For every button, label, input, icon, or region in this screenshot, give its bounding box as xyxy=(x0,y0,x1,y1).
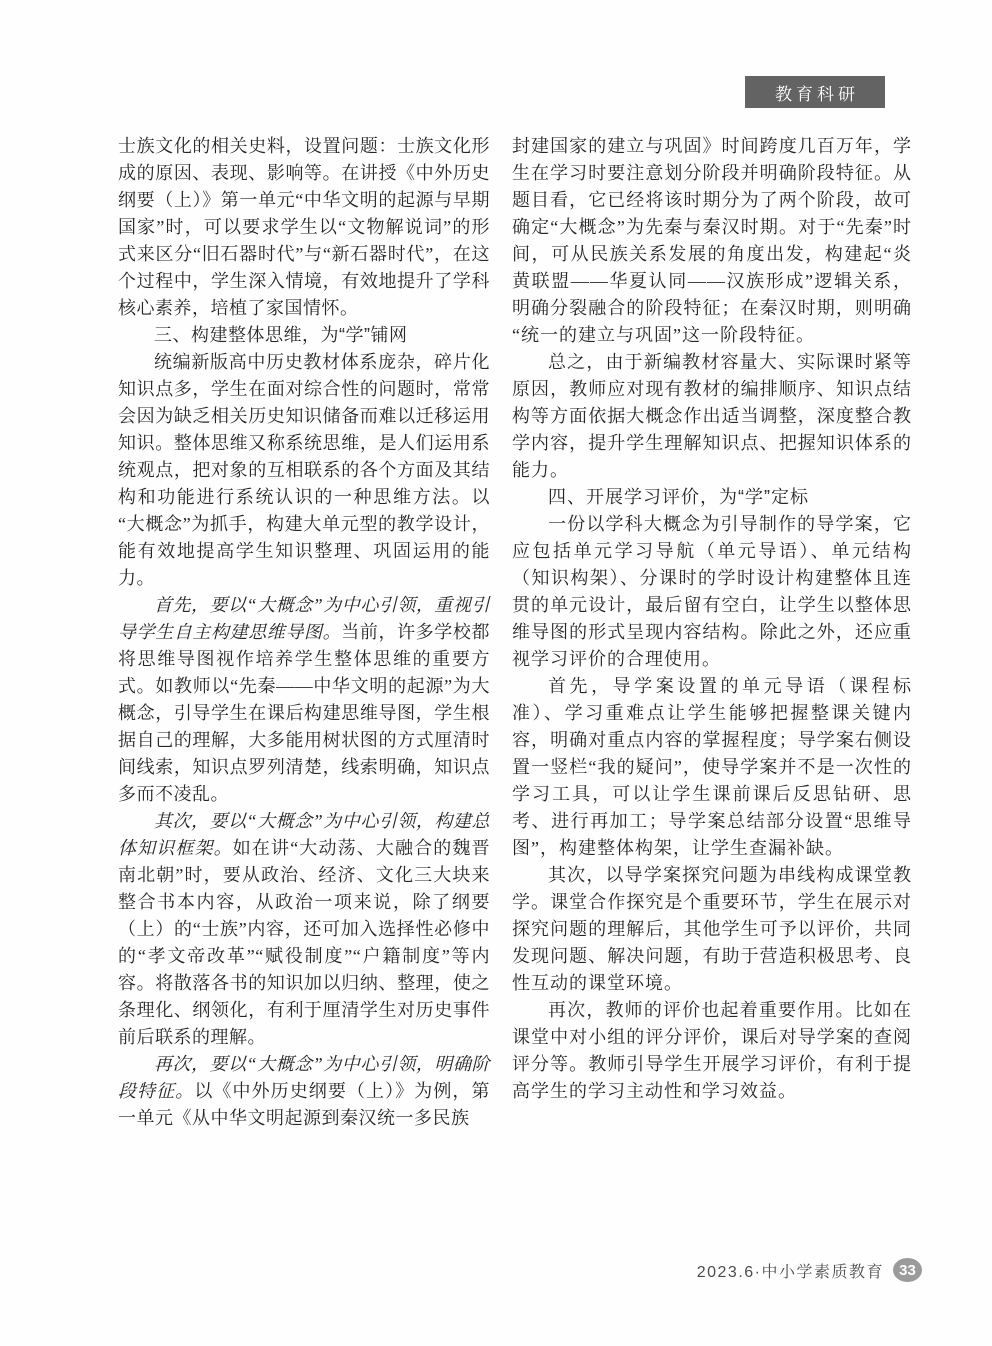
paragraph: 总之，由于新编教材容量大、实际课时紧等原因，教师应对现有教材的编排顺序、知识点结构等方面依据大概念作出适当调整，深度整合教学内容，提升学生理解知识点、把握知识体系的能力。 xyxy=(512,352,912,480)
section-heading: 三、构建整体思维，为“学”铺网 xyxy=(154,325,408,345)
paragraph: 统编新版高中历史教材体系庞杂，碎片化知识点多，学生在面对综合性的问题时，常常会因为缺乏相关历史知识储备而难以迁移运用知识。整体思维又称系统思维，是人们运用系统观点，把对象的互相联系的各个方面及其结构和功能进行系统认识的一种思维方法。以“大概念”为抓手，构建大单元型的教学设计，能有效地提高学生知识整理、巩固运用的能力。 xyxy=(118,352,490,588)
paragraph: 再次，要以“大概念”为中心引领，明确阶段特征。以《中外历史纲要（上）》为例，第一单元《从中华文明起源到秦汉统一多民族 xyxy=(118,1054,491,1128)
text-column-left xyxy=(118,133,490,1132)
paragraph: 再次，教师的评价也起着重要作用。比如在课堂中对小组的评分评价，课后对导学案的查阅评分等。教师引导学生开展学习评价，有利于提高学生的学习主动性和学习效益。 xyxy=(512,1000,912,1101)
page-footer xyxy=(697,1258,922,1282)
page-number-badge: 33 xyxy=(893,1258,922,1282)
paragraph: 其次，要以“大概念”为中心引领，构建总体知识框架。如在讲“大动荡、大融合的魏晋南北朝”时，要从政治、经济、文化三大块来整合书本内容，从政治一项来说，除了纲要（上）的“士族”内容，还可加入选择性必修中的“孝文帝改革”“赋役制度”“户籍制度”等内容。将散落各书的知识加以归纳、整理，使之条理化、纲领化，有利于厘清学生对历史事件前后联系的理解。 xyxy=(118,811,490,1047)
section-heading: 四、开展学习评价，为“学”定标 xyxy=(548,487,809,507)
paragraph: 封建国家的建立与巩固》时间跨度几百万年，学生在学习时要注意划分阶段并明确阶段特征。从题目看，它已经将该时期分为了两个阶段，故可确定“大概念”为先秦与秦汉时期。对于“先秦”时间，可从民族关系发展的角度出发，构建起“炎黄联盟——华夏认同——汉族形成”逻辑关系，明确分裂融合的阶段特征；在秦汉时期，则明确“统一的建立与巩固”这一阶段特征。 xyxy=(512,136,912,345)
paragraph: 首先，要以“大概念”为中心引领，重视引导学生自主构建思维导图。当前，许多学校都将思维导图视作培养学生整体思维的重要方式。如教师以“先秦——中华文明的起源”为大概念，引导学生在课后构建思维导图，学生根据自己的理解，大多能用树状图的方式厘清时间线索，知识点罗列清楚，线索明确，知识点多而不凌乱。 xyxy=(118,595,491,804)
emphasis-lead-text: 再次，要以“大概念”为中心引领，明确阶段特征。 xyxy=(118,1054,490,1101)
paragraph: 士族文化的相关史料，设置问题：士族文化形成的原因、表现、影响等。在讲授《中外历史纲要（上）》第一单元“中华文明的起源与早期国家”时，可以要求学生以“文物解说词”的形式来区分“旧石器时代”与“新石器时代”，在这个过程中，学生深入情境，有效地提升了学科核心素养，培植了家国情怀。 xyxy=(118,136,490,318)
paragraph: 一份以学科大概念为引导制作的导学案，它应包括单元学习导航（单元导语）、单元结构（知识构架）、分课时的学时设计构建整体且连贯的单元设计，最后留有空白，让学生以整体思维导图的形式呈现内容结构。除此之外，还应重视学习评价的合理使用。 xyxy=(512,514,912,669)
emphasis-lead-text: 首先，要以“大概念”为中心引领，重视引导学生自主构建思维导图。 xyxy=(118,595,490,642)
paragraph: 其次，以导学案探究问题为串线构成课堂教学。课堂合作探究是个重要环节，学生在展示对探究问题的理解后，其他学生可予以评价，共同发现问题、解决问题，有助于营造积极思考、良性互动的课堂环境。 xyxy=(512,865,912,993)
text-column-right xyxy=(512,133,912,1132)
section-category-badge: 教育科研 xyxy=(745,76,885,108)
article-body xyxy=(118,133,912,1132)
emphasis-lead-text: 其次，要以“大概念”为中心引领，构建总体知识框架。 xyxy=(118,811,490,858)
paragraph: 首先，导学案设置的单元导语（课程标准）、学习重难点让学生能够把握整课关键内容，明确对重点内容的掌握程度；导学案右侧设置一竖栏“我的疑问”，使导学案并不是一次性的学习工具，可以让学生课前课后反思钻研、思考、进行再加工；导学案总结部分设置“思维导图”，构建整体构架，让学生查漏补缺。 xyxy=(512,676,912,858)
journal-issue-label: 2023.6·中小学素质教育 xyxy=(696,1263,884,1281)
